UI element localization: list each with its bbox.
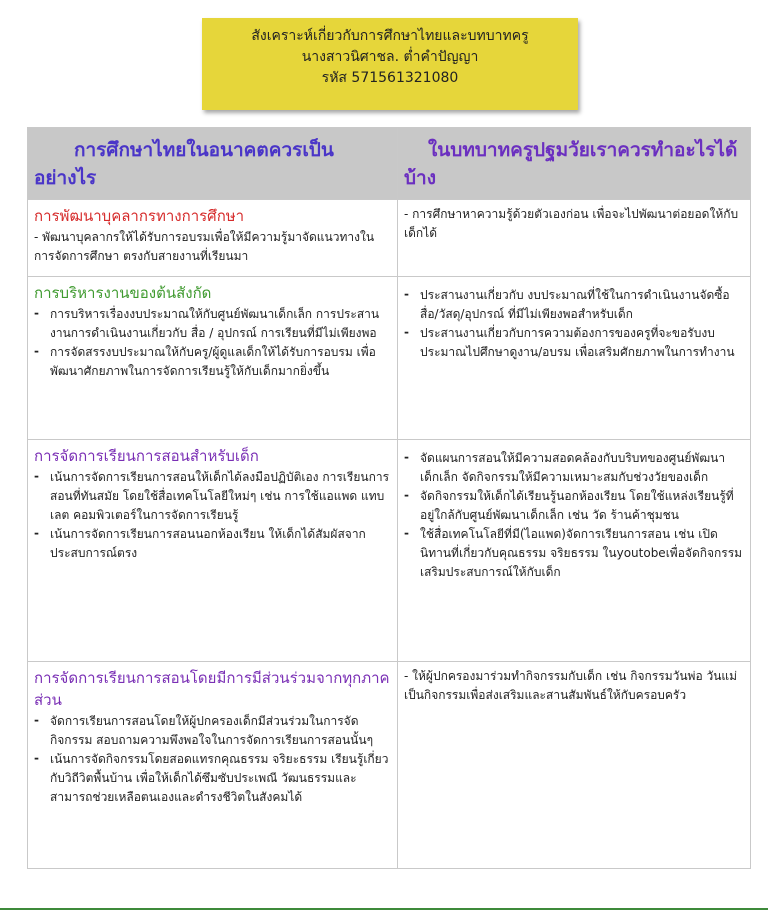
student-id: รหัส 571561321080: [321, 70, 459, 86]
list-item: - จัดการเรียนการสอนโดยให้ผู้ปกครองเด็กมีส่วนร่วมในการจัดกิจกรรม สอบถามความพึงพอใจในการจัดการเรียนการสอนนั้นๆ: [34, 712, 391, 750]
bullet-list: [34, 305, 391, 381]
list-item: - ใช้สื่อเทคโนโลยีที่มี(ไอแพด)จัดการเรียนการสอน เช่น เปิดนิทานที่เกี่ยวกับคุณธรรม จริยธรรม ในyoutobeเพื่อจัดกิจกรรมเสริมประสบการณ์ให้กับเด็ก: [404, 525, 744, 582]
list-item: - ประสานงานเกี่ยวกับ งบประมาณที่ใช้ในการดำเนินงานจัดซื้อสื่อ/วัสดุ/อุปกรณ์ ที่มีไม่เพียงพอสำหรับเด็ก: [404, 286, 744, 324]
table-row: [28, 200, 751, 277]
bullet-list: [34, 712, 391, 807]
row-cell-right: [398, 662, 751, 869]
row-cell-right: [398, 440, 751, 662]
bullet-list: [404, 449, 744, 582]
cell-text: - ให้ผู้ปกครองมาร่วมทำกิจกรรมกับเด็ก เช่น กิจกรรมวันพ่อ วันแม่ เป็นกิจกรรมเพื่อส่งเสริมและสานสัมพันธ์ให้กับครอบครัว: [404, 669, 738, 702]
list-item: - การบริหารเรื่องงบประมาณให้กับศูนย์พัฒนาเด็กเล็ก การประสานงานการดำเนินงานเกี่ยวกับ สื่อ / อุปกรณ์ การเรียนที่มีไม่เพียงพอ: [34, 305, 391, 343]
section-title: การจัดการเรียนการสอนโดยมีการมีส่วนร่วมจากทุกภาคส่วน: [34, 669, 390, 709]
header-future-education: การศึกษาไทยในอนาคตควรเป็นอย่างไร: [28, 128, 398, 200]
list-item: - เน้นการจัดกิจกรรมโดยสอดแทรกคุณธรรม จริยะธรรม เรียนรู้เกี่ยวกับวิถีวิตพื้นบ้าน เพื่อให้เด็กได้ซึมซับประเพณี วัฒนธรรมและสามารถช่วยเหลือตนเองและดำรงชีวิตในสังคมได้: [34, 750, 391, 807]
author-name: นางสาวนิศาชล. ต่ำคำปัญญา: [301, 49, 479, 65]
section-title: การพัฒนาบุคลากรทางการศึกษา: [34, 207, 245, 225]
row-cell-right: [398, 277, 751, 440]
section-title: การจัดการเรียนการสอนสำหรับเด็ก: [34, 447, 259, 465]
section-title: การบริหารงานของต้นสังกัด: [34, 284, 212, 302]
row-cell-left: [28, 200, 398, 277]
list-item: - ประสานงานเกี่ยวกับการความต้องการของครูที่จะขอรับงบประมาณไปศึกษาดูงาน/อบรม เพื่อเสริมศักยภาพในการทำงาน: [404, 324, 744, 362]
list-item: - การจัดสรรงบประมาณให้กับครู/ผู้ดูแลเด็กให้ได้รับการอบรม เพื่อพัฒนาศักยภาพในการจัดการเรียนรู้ให้กับเด็กมากยิ่งขึ้น: [34, 343, 391, 381]
row-cell-right: [398, 200, 751, 277]
list-item: - เน้นการจัดการเรียนการสอนนอกห้องเรียน ให้เด็กได้สัมผัสจากประสบการณ์ตรง: [34, 525, 391, 563]
bullet-list: [404, 286, 744, 362]
bullet-list: [34, 468, 391, 563]
cell-text: - การศึกษาหาความรู้ด้วยตัวเองก่อน เพื่อจะไปพัฒนาต่อยอดให้กับเด็กได้: [404, 207, 739, 240]
bottom-divider: [0, 908, 768, 910]
row-cell-left: [28, 277, 398, 440]
cell-text: - พัฒนาบุคลากรให้ได้รับการอบรมเพื่อให้มีความรู้มาจัดแนวทางในการจัดการศึกษา ตรงกับสายงานที่เรียนมา: [34, 230, 375, 263]
list-item: - จัดแผนการสอนให้มีความสอดคล้องกับบริบทของศูนย์พัฒนาเด็กเล็ก จัดกิจกรรมให้มีความเหมาะสมกับช่วงวัยของเด็ก: [404, 449, 744, 487]
table-row: [28, 440, 751, 662]
title-box: [202, 18, 578, 110]
list-item: - เน้นการจัดการเรียนการสอนให้เด็กได้ลงมือปฏิบัติเอง การเรียนการสอนที่ทันสมัย โดยใช้สื่อเทคโนโลยีใหม่ๆ เช่น การใช้แอแพด แทบเลต คอมพิวเตอร์ในการจัดการเรียนรู้: [34, 468, 391, 525]
table-row: [28, 662, 751, 869]
list-item: - จัดกิจกรรมให้เด็กได้เรียนรู้นอกห้องเรียน โดยใช้แหล่งเรียนรู้ที่อยู่ใกล้กับศูนย์พัฒนาเด็กเล็ก เช่น วัด ร้านค้าชุมชน: [404, 487, 744, 525]
table-header-row: [28, 128, 751, 200]
synthesis-table: [27, 127, 751, 869]
row-cell-left: [28, 440, 398, 662]
document-title: สังเคราะห์เกี่ยวกับการศึกษาไทยและบทบาทครู: [251, 28, 529, 44]
row-cell-left: [28, 662, 398, 869]
table-row: [28, 277, 751, 440]
header-teacher-role: ในบทบาทครูปฐมวัยเราควรทำอะไรได้บ้าง: [398, 128, 751, 200]
